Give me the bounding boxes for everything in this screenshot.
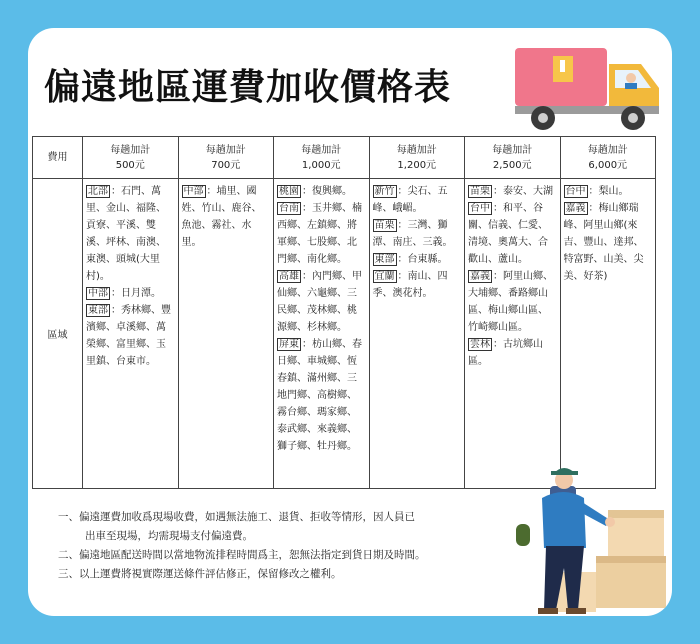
town-list: ：阿里山鄉、大埔鄉、番路鄉山區、梅山鄉山區、竹崎鄉山區。 bbox=[468, 271, 553, 333]
county-tag: 苗栗 bbox=[374, 220, 395, 231]
area-entry bbox=[277, 200, 366, 268]
note-item: 一、偏遠運費加收爲現場收費，如遇無法施工、退貨、拒收等情形，因人員已 bbox=[58, 511, 415, 523]
county-tag: 宜蘭 bbox=[374, 271, 395, 282]
town-list: ：梨山。 bbox=[588, 186, 629, 197]
area-entry bbox=[564, 183, 653, 200]
county-tag: 中部 bbox=[183, 186, 204, 197]
town-list: ：台東縣。 bbox=[397, 254, 448, 265]
town-list: ：玉井鄉、楠西鄉、左鎮鄉、將軍鄉、七股鄉、北門鄉、南化鄉。 bbox=[277, 203, 362, 265]
county-tag: 北部 bbox=[88, 186, 108, 197]
delivery-truck-icon bbox=[513, 42, 663, 134]
area-entry bbox=[277, 336, 366, 455]
town-list: ：泰安、大湖 bbox=[493, 186, 553, 197]
town-list: ：三灣、獅潭、南庄、三義。 bbox=[372, 220, 453, 248]
town-list: ：尖石、五峰、峨嵋。 bbox=[372, 186, 448, 214]
area-entry bbox=[373, 183, 462, 217]
delivery-worker-illustration bbox=[498, 440, 668, 616]
fee-column-700: 每趟加計 700元 bbox=[178, 137, 274, 179]
county-tag: 台中 bbox=[565, 186, 586, 197]
fee-header: 費用 bbox=[33, 137, 83, 179]
town-list: ：石門、萬里、金山、福隆、貢寮、平溪、雙溪、坪林、南澳、東澳、頭城(大里村)。 bbox=[86, 186, 166, 282]
area-entry bbox=[468, 183, 557, 200]
rate-header-row bbox=[33, 137, 656, 179]
region-header: 區域 bbox=[33, 179, 83, 489]
town-list: ：和平、谷關、信義、仁愛、清境、奧萬大、合歡山、蘆山。 bbox=[468, 203, 548, 265]
area-entry bbox=[564, 200, 653, 285]
note-item: 三、以上運費將視實際運送條件評估修正，保留修改之權利。 bbox=[58, 568, 342, 580]
note-item: 二、偏遠地區配送時間以當地物流排程時間爲主，恕無法指定到貨日期及時間。 bbox=[58, 549, 426, 561]
area-entry bbox=[182, 183, 271, 251]
county-tag: 屏東 bbox=[279, 339, 299, 350]
county-tag: 新竹 bbox=[374, 186, 395, 197]
county-tag: 嘉義 bbox=[565, 203, 586, 214]
county-tag: 東部 bbox=[88, 305, 108, 316]
region-cell-500 bbox=[83, 179, 179, 489]
county-tag: 苗栗 bbox=[470, 186, 490, 197]
town-list: ：南山、四季、澳花村。 bbox=[372, 271, 448, 299]
region-cell-1200 bbox=[369, 179, 465, 489]
area-entry bbox=[373, 268, 462, 302]
area-entry bbox=[86, 183, 175, 285]
town-list: ：秀林鄉、豐濱鄉、卓溪鄉、萬榮鄉、富里鄉、玉里鎮、台東市。 bbox=[86, 305, 171, 367]
area-entry bbox=[468, 336, 557, 370]
town-list: ：古坑鄉山區。 bbox=[468, 339, 543, 367]
area-entry bbox=[468, 200, 557, 268]
county-tag: 高雄 bbox=[279, 271, 299, 282]
note-item-continuation: 出車至現場，均需現場支付偏遠費。 bbox=[85, 530, 253, 542]
county-tag: 台中 bbox=[470, 203, 490, 214]
page-title: 偏遠地區運費加收價格表 bbox=[44, 67, 452, 108]
region-cell-1000 bbox=[274, 179, 370, 489]
area-entry bbox=[86, 285, 175, 302]
town-list: ：日月潭。 bbox=[111, 288, 161, 299]
fee-column-6000: 每趟加計 6,000元 bbox=[560, 137, 656, 179]
county-tag: 嘉義 bbox=[470, 271, 490, 282]
fee-column-1000: 每趟加計 1,000元 bbox=[274, 137, 370, 179]
county-tag: 中部 bbox=[88, 288, 108, 299]
town-list: ：埔里、國姓、竹山、鹿谷、魚池、霧社、水里。 bbox=[181, 186, 262, 248]
town-list: ：梅山鄉瑞峰、阿里山鄉(來吉、豐山、達邦、特富野、山美、尖美、好茶) bbox=[563, 203, 644, 282]
county-tag: 東部 bbox=[374, 254, 395, 265]
county-tag: 台南 bbox=[279, 203, 299, 214]
price-card bbox=[28, 28, 672, 616]
town-list: ：枋山鄉、春日鄉、車城鄉、恆春鎮、滿州鄉、三地門鄉、高樹鄉、霧台鄉、瑪家鄉、泰武鄉、來義鄉、獅子鄉、牡丹鄉。 bbox=[277, 339, 362, 452]
region-cell-700 bbox=[178, 179, 274, 489]
area-entry bbox=[86, 302, 175, 370]
fee-column-1200: 每趟加計 1,200元 bbox=[369, 137, 465, 179]
area-entry bbox=[468, 268, 557, 336]
county-tag: 雲林 bbox=[470, 339, 490, 350]
area-entry bbox=[277, 183, 366, 200]
fee-column-500: 每趟加計 500元 bbox=[83, 137, 179, 179]
fee-column-2500: 每趟加計 2,500元 bbox=[465, 137, 561, 179]
area-entry bbox=[373, 217, 462, 251]
town-list: ：內門鄉、甲仙鄉、六龜鄉、三民鄉、茂林鄉、桃源鄉、杉林鄉。 bbox=[277, 271, 362, 333]
area-entry bbox=[373, 251, 462, 268]
rate-table bbox=[32, 136, 656, 489]
notes-list bbox=[58, 508, 426, 584]
area-entry bbox=[277, 268, 366, 336]
town-list: ：復興鄉。 bbox=[302, 186, 352, 197]
county-tag: 桃園 bbox=[279, 186, 299, 197]
